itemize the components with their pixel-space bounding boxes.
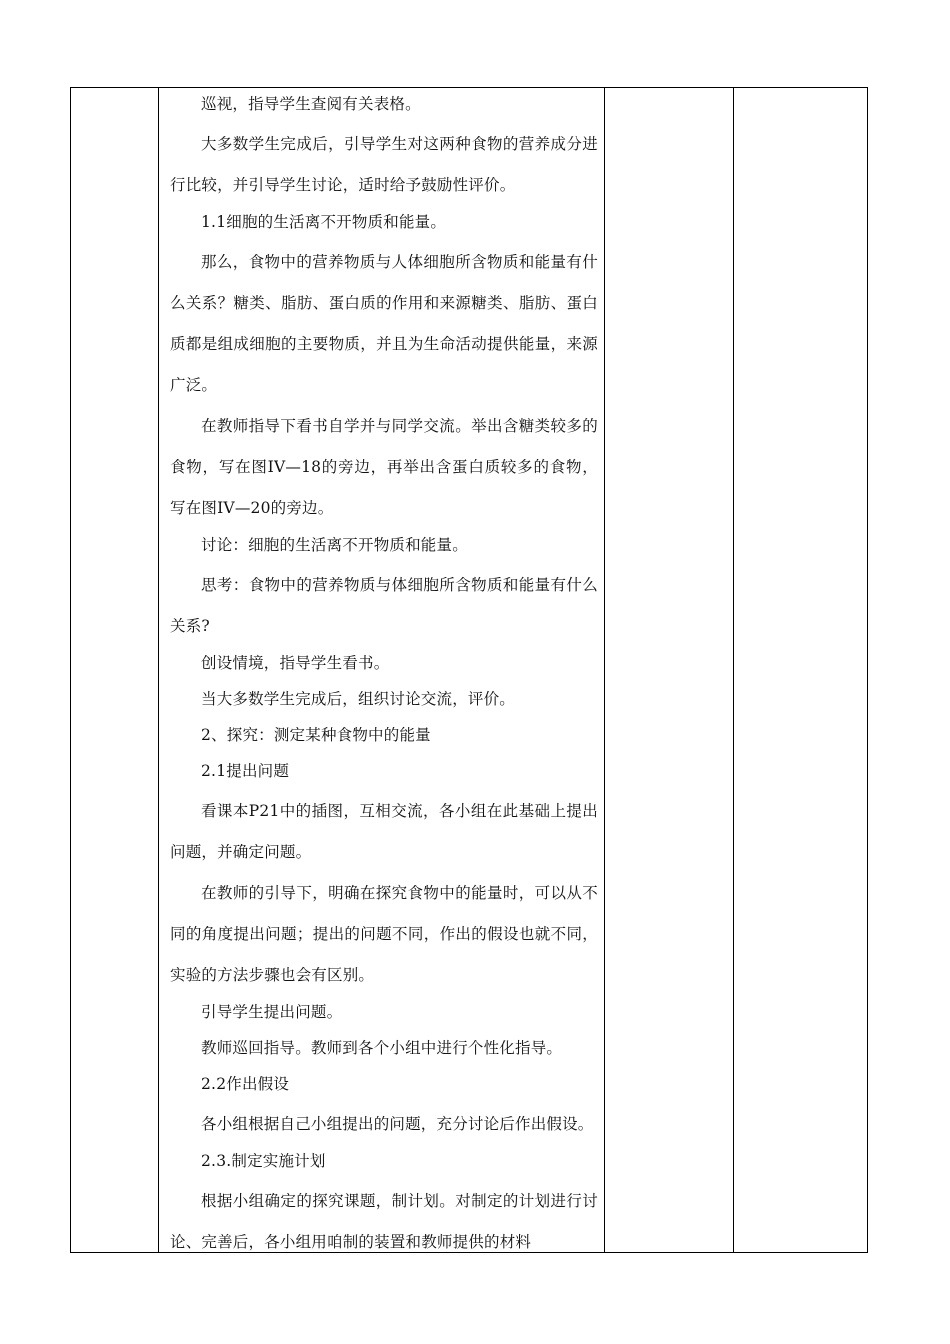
teaching-process-cell bbox=[160, 88, 602, 1252]
paragraph: 看课本P21中的插图，互相交流，各小组在此基础上提出问题，并确定问题。 bbox=[170, 802, 598, 861]
paragraph: 大多数学生完成后，引导学生对这两种食物的营养成分进行比较，并引导学生讨论，适时给予鼓励性评价。 bbox=[170, 135, 598, 194]
paragraph: 2.3.制定实施计划 bbox=[201, 1152, 326, 1170]
paragraph: 在教师指导下看书自学并与同学交流。举出含糖类较多的食物，写在图IV—18的旁边，再举出含蛋白质较多的食物，写在图IV—20的旁边。 bbox=[170, 417, 598, 517]
paragraph: 各小组根据自己小组提出的问题，充分讨论后作出假设。 bbox=[201, 1115, 594, 1133]
column-divider bbox=[604, 88, 605, 1252]
paragraph: 引导学生提出问题。 bbox=[201, 1003, 343, 1021]
paragraph: 根据小组确定的探究课题，制计划。对制定的计划进行讨论、完善后，各小组用咱制的装置和教师提供的材料 bbox=[170, 1192, 598, 1251]
paragraph: 2.1提出问题 bbox=[201, 762, 290, 780]
paragraph: 1.1细胞的生活离不开物质和能量。 bbox=[201, 213, 447, 231]
paragraph: 2、探究：测定某种食物中的能量 bbox=[201, 726, 431, 744]
paragraph: 2.2作出假设 bbox=[201, 1075, 290, 1093]
paragraph: 巡视，指导学生查阅有关表格。 bbox=[201, 95, 421, 113]
paragraph: 教师巡回指导。教师到各个小组中进行个性化指导。 bbox=[201, 1039, 563, 1057]
column-divider bbox=[733, 88, 734, 1252]
column-divider bbox=[158, 88, 159, 1252]
paragraph: 讨论：细胞的生活离不开物质和能量。 bbox=[201, 536, 468, 554]
paragraph: 在教师的引导下，明确在探究食物中的能量时，可以从不同的角度提出问题；提出的问题不同，作出的假设也就不同，实验的方法步骤也会有区别。 bbox=[170, 884, 598, 984]
paragraph: 创设情境，指导学生看书。 bbox=[201, 654, 390, 672]
paragraph: 思考：食物中的营养物质与体细胞所含物质和能量有什么关系? bbox=[170, 576, 598, 635]
paragraph: 那么，食物中的营养物质与人体细胞所含物质和能量有什么关系？糖类、脂肪、蛋白质的作用和来源糖类、脂肪、蛋白质都是组成细胞的主要物质，并且为生命活动提供能量，来源广泛。 bbox=[170, 253, 598, 394]
paragraph: 当大多数学生完成后，组织讨论交流，评价。 bbox=[201, 690, 516, 708]
lesson-table bbox=[70, 87, 868, 1253]
